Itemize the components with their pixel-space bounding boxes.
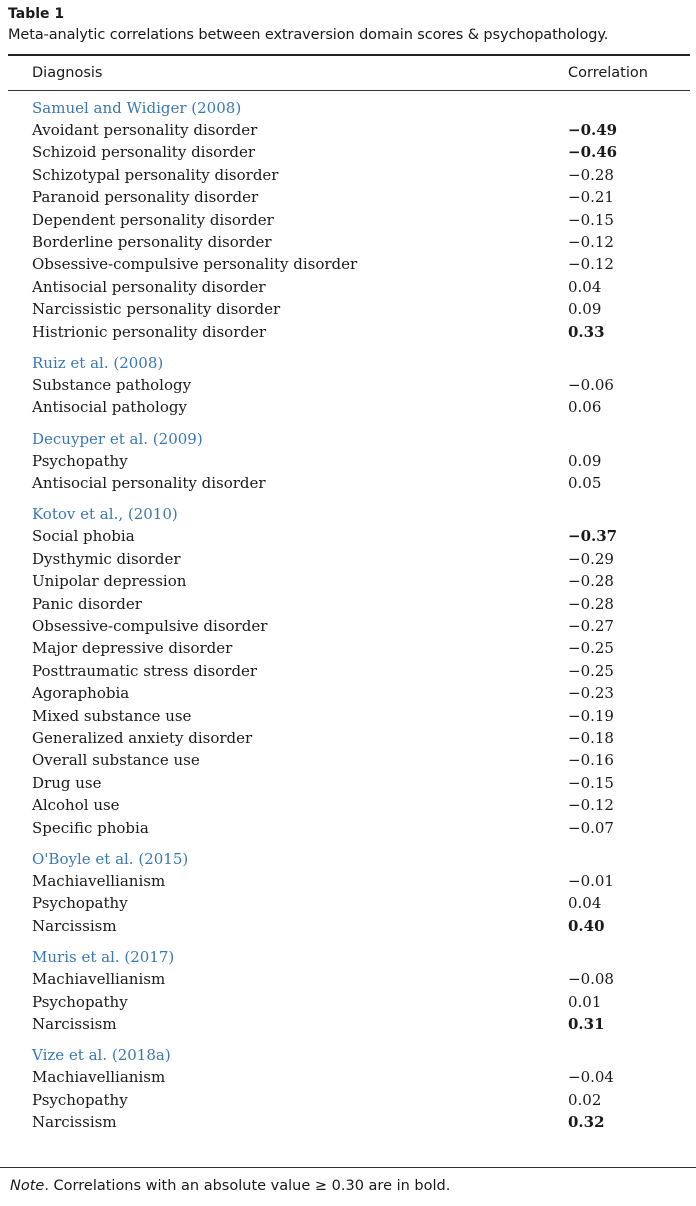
table-body bbox=[8, 97, 690, 1133]
table-row bbox=[8, 705, 690, 727]
correlation-value: −0.01 bbox=[568, 871, 614, 890]
correlation-value: −0.12 bbox=[568, 232, 614, 251]
table-row bbox=[8, 396, 690, 418]
header-correlation: Correlation bbox=[568, 65, 648, 81]
table-row bbox=[8, 253, 690, 275]
table-row bbox=[8, 615, 690, 637]
correlation-value: −0.29 bbox=[568, 549, 614, 568]
table-row bbox=[8, 991, 690, 1013]
note-label: Note bbox=[10, 1178, 45, 1194]
table-row bbox=[8, 472, 690, 494]
diagnosis-label: Dysthymic disorder bbox=[32, 549, 181, 568]
correlation-value: −0.25 bbox=[568, 661, 614, 680]
study-group bbox=[8, 503, 690, 838]
table-note bbox=[10, 1178, 450, 1194]
table-row bbox=[8, 374, 690, 396]
correlation-value: 0.01 bbox=[568, 992, 602, 1011]
study-title: O'Boyle et al. (2015) bbox=[32, 849, 189, 868]
correlation-value: 0.09 bbox=[568, 300, 602, 319]
study-group bbox=[8, 946, 690, 1035]
diagnosis-label: Antisocial personality disorder bbox=[32, 277, 266, 296]
diagnosis-label: Narcissistic personality disorder bbox=[32, 300, 281, 319]
correlation-value: 0.05 bbox=[568, 474, 602, 493]
diagnosis-label: Antisocial pathology bbox=[32, 398, 187, 417]
study-group bbox=[8, 428, 690, 495]
correlation-value: 0.04 bbox=[568, 277, 602, 296]
table-row bbox=[8, 727, 690, 749]
diagnosis-label: Major depressive disorder bbox=[32, 639, 233, 658]
table-row bbox=[8, 682, 690, 704]
correlation-value: −0.28 bbox=[568, 572, 614, 591]
diagnosis-label: Obsessive-compulsive disorder bbox=[32, 617, 268, 636]
bottom-rule bbox=[0, 1167, 696, 1168]
table-row bbox=[8, 548, 690, 570]
study-group bbox=[8, 848, 690, 937]
correlation-value: −0.19 bbox=[568, 706, 614, 725]
table-row bbox=[8, 119, 690, 141]
diagnosis-label: Social phobia bbox=[32, 527, 135, 546]
table-row bbox=[8, 870, 690, 892]
correlation-value: 0.33 bbox=[568, 322, 605, 341]
correlation-value: −0.12 bbox=[568, 796, 614, 815]
table-row bbox=[8, 1013, 690, 1035]
correlation-value: 0.09 bbox=[568, 451, 602, 470]
table-row bbox=[8, 660, 690, 682]
correlation-value: 0.40 bbox=[568, 916, 605, 935]
table-row bbox=[8, 141, 690, 163]
table-row bbox=[8, 525, 690, 547]
header-diagnosis: Diagnosis bbox=[32, 65, 103, 81]
study-title: Samuel and Widiger (2008) bbox=[32, 99, 242, 117]
diagnosis-label: Histrionic personality disorder bbox=[32, 322, 267, 341]
diagnosis-label: Generalized anxiety disorder bbox=[32, 728, 253, 747]
correlation-value: −0.04 bbox=[568, 1068, 614, 1087]
correlation-value: −0.27 bbox=[568, 617, 614, 636]
diagnosis-label: Schizotypal personality disorder bbox=[32, 165, 279, 184]
table-row bbox=[8, 817, 690, 839]
diagnosis-label: Avoidant personality disorder bbox=[32, 121, 258, 139]
table-row bbox=[8, 321, 690, 343]
table-row bbox=[8, 1066, 690, 1088]
diagnosis-label: Antisocial personality disorder bbox=[32, 474, 266, 493]
table-row bbox=[8, 1089, 690, 1111]
correlation-value: −0.28 bbox=[568, 594, 614, 613]
table-row bbox=[8, 450, 690, 472]
correlation-value: −0.49 bbox=[568, 121, 618, 139]
study-title: Ruiz et al. (2008) bbox=[32, 353, 164, 372]
diagnosis-label: Schizoid personality disorder bbox=[32, 143, 256, 162]
table-row bbox=[8, 298, 690, 320]
table-row bbox=[8, 915, 690, 937]
table-header bbox=[8, 56, 690, 90]
table-row bbox=[8, 276, 690, 298]
diagnosis-label: Drug use bbox=[32, 773, 102, 792]
diagnosis-label: Psychopathy bbox=[32, 451, 128, 470]
study-group bbox=[8, 1044, 690, 1133]
correlation-value: −0.28 bbox=[568, 165, 614, 184]
correlation-value: −0.06 bbox=[568, 375, 614, 394]
diagnosis-label: Machiavellianism bbox=[32, 1068, 166, 1087]
correlation-value: −0.08 bbox=[568, 970, 614, 989]
table-row bbox=[8, 593, 690, 615]
study-group bbox=[8, 97, 690, 343]
table-row bbox=[8, 772, 690, 794]
diagnosis-label: Paranoid personality disorder bbox=[32, 188, 259, 207]
correlation-value: −0.07 bbox=[568, 818, 614, 837]
diagnosis-label: Panic disorder bbox=[32, 594, 142, 613]
diagnosis-label: Narcissism bbox=[32, 916, 117, 935]
diagnosis-label: Posttraumatic stress disorder bbox=[32, 661, 258, 680]
correlation-value: 0.02 bbox=[568, 1090, 602, 1109]
diagnosis-label: Substance pathology bbox=[32, 375, 192, 394]
study-title: Decuyper et al. (2009) bbox=[32, 429, 203, 448]
correlation-value: −0.21 bbox=[568, 188, 614, 207]
diagnosis-label: Obsessive-compulsive personality disorder bbox=[32, 255, 358, 274]
correlation-value: −0.46 bbox=[568, 143, 618, 162]
table-row bbox=[8, 570, 690, 592]
table-row bbox=[8, 209, 690, 231]
table-row bbox=[8, 231, 690, 253]
diagnosis-label: Alcohol use bbox=[32, 796, 120, 815]
diagnosis-label: Overall substance use bbox=[32, 751, 200, 770]
correlation-value: −0.15 bbox=[568, 210, 614, 229]
diagnosis-label: Narcissism bbox=[32, 1113, 117, 1132]
note-text: . Correlations with an absolute value ≥ 0.30 are in bold. bbox=[44, 1178, 451, 1194]
table-row bbox=[8, 637, 690, 659]
table-row bbox=[8, 749, 690, 771]
study-title: Muris et al. (2017) bbox=[32, 948, 175, 967]
table-row bbox=[8, 164, 690, 186]
diagnosis-label: Unipolar depression bbox=[32, 572, 187, 591]
table-caption: Meta-analytic correlations between extraversion domain scores & psychopathology. bbox=[8, 27, 609, 43]
correlation-value: 0.04 bbox=[568, 894, 602, 913]
correlation-value: −0.18 bbox=[568, 728, 614, 747]
diagnosis-label: Psychopathy bbox=[32, 992, 128, 1011]
diagnosis-label: Agoraphobia bbox=[32, 684, 130, 703]
correlation-value: −0.15 bbox=[568, 773, 614, 792]
correlation-value: −0.37 bbox=[568, 527, 618, 546]
study-title: Kotov et al., (2010) bbox=[32, 505, 178, 524]
correlation-value: −0.16 bbox=[568, 751, 614, 770]
correlation-value: −0.12 bbox=[568, 255, 614, 274]
diagnosis-label: Psychopathy bbox=[32, 1090, 128, 1109]
diagnosis-label: Psychopathy bbox=[32, 894, 128, 913]
diagnosis-label: Dependent personality disorder bbox=[32, 210, 274, 229]
diagnosis-label: Narcissism bbox=[32, 1014, 117, 1033]
table-row bbox=[8, 968, 690, 990]
diagnosis-label: Borderline personality disorder bbox=[32, 232, 272, 251]
correlation-value: 0.06 bbox=[568, 398, 602, 417]
correlation-value: −0.23 bbox=[568, 684, 614, 703]
diagnosis-label: Specific phobia bbox=[32, 818, 149, 837]
diagnosis-label: Machiavellianism bbox=[32, 970, 166, 989]
table-container bbox=[8, 4, 690, 1142]
table-label: Table 1 bbox=[8, 6, 65, 22]
correlation-value: 0.31 bbox=[568, 1014, 605, 1033]
table-row bbox=[8, 794, 690, 816]
table-row bbox=[8, 892, 690, 914]
header-rule bbox=[8, 90, 690, 91]
table-row bbox=[8, 1111, 690, 1133]
table-row bbox=[8, 186, 690, 208]
correlation-value: −0.25 bbox=[568, 639, 614, 658]
diagnosis-label: Mixed substance use bbox=[32, 706, 192, 725]
diagnosis-label: Machiavellianism bbox=[32, 871, 166, 890]
study-group bbox=[8, 352, 690, 419]
study-title: Vize et al. (2018a) bbox=[32, 1046, 171, 1065]
correlation-value: 0.32 bbox=[568, 1113, 605, 1132]
